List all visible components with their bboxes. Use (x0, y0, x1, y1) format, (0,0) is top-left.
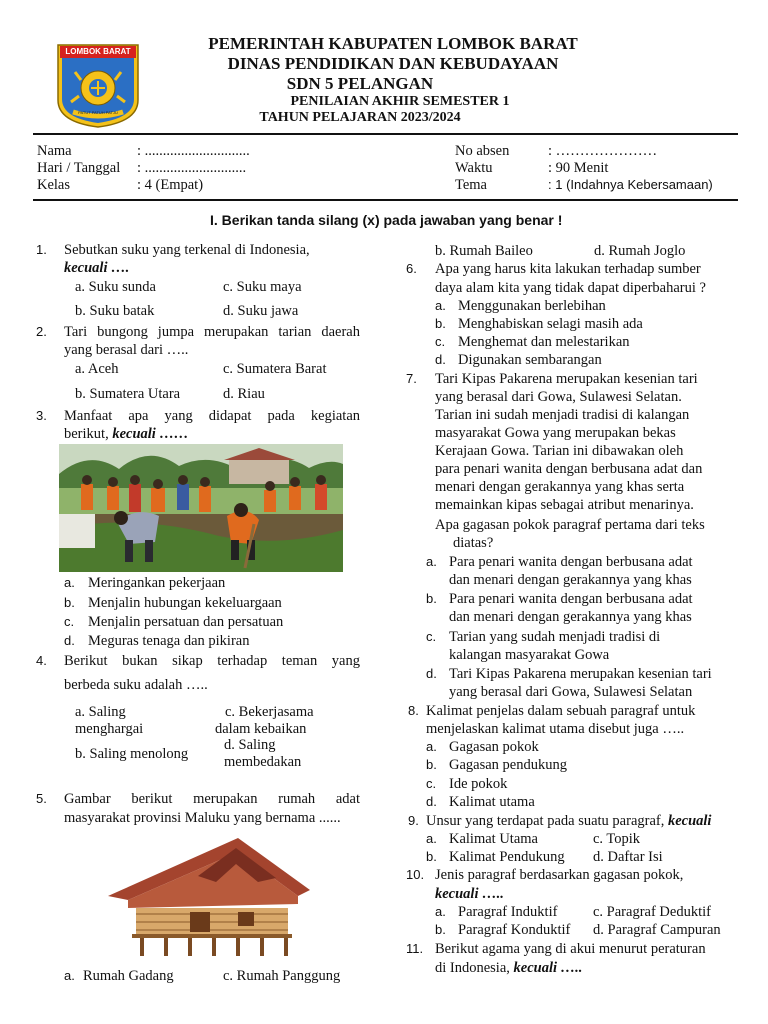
q4-option-a-2[interactable]: menghargai (75, 721, 144, 737)
q11-text-2a: di Indonesia, (435, 960, 514, 976)
hari-field[interactable]: : ............................ (137, 160, 247, 176)
nama-label: Nama (37, 143, 72, 159)
q6-text: Apa yang harus kita lakukan terhadap sumber (435, 261, 701, 277)
header-divider-top (33, 133, 738, 135)
q7-option-b[interactable]: Para penari wanita dengan berbusana adat (449, 591, 693, 607)
q7-text-2: yang berasal dari Gowa, Sulawesi Selatan. (435, 389, 682, 405)
waktu-label: Waktu (455, 160, 493, 176)
q3-text-kecuali: kecuali …… (112, 426, 189, 442)
q6-text-2: daya alam kita yang tidak dapat diperbaharui ? (435, 280, 706, 296)
q7-option-d-2[interactable]: yang berasal dari Gowa, Sulawesi Selatan (449, 684, 693, 700)
q9-option-b[interactable]: Kalimat Pendukung (449, 849, 565, 865)
q7-option-d[interactable]: Tari Kipas Pakarena merupakan kesenian tari (449, 666, 712, 682)
lombok-barat-logo (55, 42, 141, 128)
q8-option-c[interactable]: Ide pokok (449, 776, 508, 792)
q7-text-1: Tari Kipas Pakarena merupakan kesenian tari (435, 371, 698, 387)
q7-text-7: menari dengan gerakannya yang khas serta (435, 479, 685, 495)
q5-option-c[interactable]: c. Rumah Panggung (223, 968, 341, 984)
q9-option-a[interactable]: Kalimat Utama (449, 831, 538, 847)
q3-option-a[interactable]: Meringankan pekerjaan (88, 575, 226, 591)
header-exam: PENILAIAN AKHIR SEMESTER 1 (290, 94, 510, 109)
q8-option-c-letter: c. (426, 776, 437, 791)
header-school: SDN 5 PELANGAN (286, 74, 434, 93)
q4-option-d[interactable]: d. Saling (224, 737, 276, 753)
q7-text-8: memainkan kipas sebagai atribut menarinya. (435, 497, 694, 513)
q3-text-2 (64, 425, 188, 443)
q3-option-a-letter: a. (64, 575, 75, 590)
q2-option-d[interactable]: d. Riau (223, 386, 265, 402)
q7-option-b-letter: b. (426, 591, 437, 606)
q1-option-a[interactable]: a. Suku sunda (75, 279, 156, 295)
q1-text: Sebutkan suku yang terkenal di Indonesia, (64, 242, 310, 258)
q3-option-d-letter: d. (64, 633, 75, 648)
q4-text: Berikut bukan sikap terhadap teman yang (64, 653, 360, 669)
q10-option-d[interactable]: d. Paragraf Campuran (593, 922, 721, 938)
q11-text-2 (435, 959, 582, 977)
header-department: DINAS PENDIDIKAN DAN KEBUDAYAAN (227, 54, 559, 73)
tema-label: Tema (455, 177, 487, 193)
q9-text-kecuali: kecuali (667, 813, 712, 829)
q3-option-d[interactable]: Meguras tenaga dan pikiran (88, 633, 250, 649)
header-year: TAHUN PELAJARAN 2023/2024 (259, 110, 461, 125)
q7-text-6: para penari wanita dengan berbusana adat dan (435, 461, 703, 477)
q2-option-c[interactable]: c. Sumatera Barat (223, 361, 327, 377)
q10-option-c[interactable]: c. Paragraf Deduktif (593, 904, 711, 920)
absen-field[interactable]: : ………………… (548, 143, 658, 159)
q7-text-4: masyarakat Gowa yang merupakan bekas (435, 425, 676, 441)
q7-option-a-letter: a. (426, 554, 437, 569)
q10-text-kecuali: kecuali ….. (435, 886, 504, 902)
q4-option-d-2[interactable]: membedakan (224, 754, 302, 770)
q5-option-d[interactable]: d. Rumah Joglo (594, 243, 686, 259)
q8-option-d-letter: d. (426, 794, 437, 809)
q5-option-a[interactable]: Rumah Gadang (83, 968, 174, 984)
q6-option-c[interactable]: Menghemat dan melestarikan (458, 334, 630, 350)
q7-option-d-letter: d. (426, 666, 437, 681)
q8-number: 8. (408, 703, 419, 718)
q9-option-c[interactable]: c. Topik (593, 831, 641, 847)
q9-text (426, 812, 711, 830)
q10-option-b-letter: b. (435, 922, 446, 937)
q10-option-a[interactable]: Paragraf Induktif (458, 904, 558, 920)
q3-text: Manfaat apa yang didapat pada kegiatan (64, 408, 360, 424)
q11-text-kecuali: kecuali ….. (513, 960, 583, 976)
q4-option-b[interactable]: b. Saling menolong (75, 746, 189, 762)
q2-option-b[interactable]: b. Sumatera Utara (75, 386, 181, 402)
kelas-label: Kelas (37, 177, 71, 193)
q11-text: Berikut agama yang di akui menurut peraturan (435, 941, 706, 957)
q9-number: 9. (408, 813, 419, 828)
q7-option-b-2[interactable]: dan menari dengan gerakannya yang khas (449, 609, 692, 625)
q3-option-b[interactable]: Menjalin hubungan kekeluargaan (88, 595, 282, 611)
q7-number: 7. (406, 371, 417, 386)
header-government: PEMERINTAH KABUPATEN LOMBOK BARAT (208, 34, 578, 53)
q7-question-2: diatas? (453, 535, 494, 551)
q1-option-c[interactable]: c. Suku maya (223, 279, 302, 295)
q7-question: Apa gagasan pokok paragraf pertama dari teks (435, 517, 705, 533)
q3-text-2a: berikut, (64, 426, 113, 442)
q11-number: 11. (406, 941, 424, 956)
q1-number: 1. (36, 242, 47, 257)
q5-option-a-letter: a. (64, 968, 75, 983)
q3-option-c[interactable]: Menjalin persatuan dan persatuan (88, 614, 284, 630)
q6-option-c-letter: c. (435, 334, 446, 349)
q4-option-a[interactable]: a. Saling (75, 704, 126, 720)
q8-option-a[interactable]: Gagasan pokok (449, 739, 539, 755)
header-divider-bottom (33, 199, 738, 201)
q5-text: Gambar berikut merupakan rumah adat (64, 791, 360, 807)
q2-text-2: yang berasal dari ….. (64, 342, 189, 358)
q10-number: 10. (406, 867, 425, 882)
q10-option-b[interactable]: Paragraf Konduktif (458, 922, 571, 938)
q5-text-2: masyarakat provinsi Maluku yang bernama ...... (64, 810, 341, 826)
waktu-value: : 90 Menit (548, 160, 609, 176)
q3-photo-gotong-royong (59, 444, 343, 572)
kelas-value: : 4 (Empat) (137, 177, 204, 193)
q6-number: 6. (406, 261, 417, 276)
q5-number: 5. (36, 791, 47, 806)
q8-option-d[interactable]: Kalimat utama (449, 794, 535, 810)
q9-option-b-letter: b. (426, 849, 437, 864)
q8-option-b[interactable]: Gagasan pendukung (449, 757, 567, 773)
logo-motto-text: PATUT PATUH PATJU (78, 110, 118, 115)
q6-option-a-letter: a. (435, 298, 446, 313)
q3-number: 3. (36, 408, 47, 423)
q8-option-b-letter: b. (426, 757, 437, 772)
logo-banner-text: LOMBOK BARAT (65, 47, 131, 56)
q7-option-c[interactable]: Tarian yang sudah menjadi tradisi di (449, 629, 661, 645)
q4-number: 4. (36, 653, 47, 668)
hari-label: Hari / Tanggal (37, 160, 121, 176)
q4-text-2: berbeda suku adalah ….. (64, 677, 208, 693)
q6-option-d[interactable]: Digunakan sembarangan (458, 352, 602, 368)
q4-option-c-2[interactable]: dalam kebaikan (215, 721, 307, 737)
q3-option-c-letter: c. (64, 614, 75, 629)
q6-option-a[interactable]: Menggunakan berlebihan (458, 298, 606, 314)
q9-option-d[interactable]: d. Daftar Isi (593, 849, 663, 865)
q8-option-a-letter: a. (426, 739, 437, 754)
q4-option-c[interactable]: c. Bekerjasama (225, 704, 314, 720)
q2-text: Tari bungong jumpa merupakan tarian daerah (64, 324, 360, 340)
q8-text-2: menjelaskan kalimat utama disebut juga ….. (426, 721, 685, 737)
q6-option-b[interactable]: Menghabiskan selagi masih ada (458, 316, 643, 332)
q1-option-b[interactable]: b. Suku batak (75, 303, 155, 319)
q6-option-d-letter: d. (435, 352, 446, 367)
q7-option-c-2[interactable]: kalangan masyarakat Gowa (449, 647, 610, 663)
q8-text: Kalimat penjelas dalam sebuah paragraf untuk (426, 703, 696, 719)
section-instruction: I. Berikan tanda silang (x) pada jawaban yang benar ! (210, 212, 563, 228)
nama-field[interactable]: : ............................. (137, 143, 250, 159)
q5-rumah-adat-image (98, 830, 320, 958)
q10-text: Jenis paragraf berdasarkan gagasan pokok, (435, 867, 684, 883)
q6-option-b-letter: b. (435, 316, 446, 331)
q2-number: 2. (36, 324, 47, 339)
q1-text-kecuali: kecuali …. (64, 260, 130, 276)
q7-text-5: Kerajaan Gowa. Tarian ini dibawakan oleh (435, 443, 684, 459)
q5-option-b[interactable]: b. Rumah Baileo (435, 243, 533, 259)
tema-value: : 1 (Indahnya Kebersamaan) (548, 177, 713, 192)
q9-text-main: Unsur yang terdapat pada suatu paragraf, (426, 813, 668, 829)
q3-option-b-letter: b. (64, 595, 75, 610)
q7-text-3: Tarian ini sudah menjadi tradisi di kalangan (435, 407, 690, 423)
q10-option-a-letter: a. (435, 904, 446, 919)
q9-option-a-letter: a. (426, 831, 437, 846)
q7-option-a[interactable]: Para penari wanita dengan berbusana adat (449, 554, 693, 570)
q1-option-d[interactable]: d. Suku jawa (223, 303, 299, 319)
q2-option-a[interactable]: a. Aceh (75, 361, 119, 377)
absen-label: No absen (455, 143, 510, 159)
q7-option-c-letter: c. (426, 629, 437, 644)
q7-option-a-2[interactable]: dan menari dengan gerakannya yang khas (449, 572, 692, 588)
